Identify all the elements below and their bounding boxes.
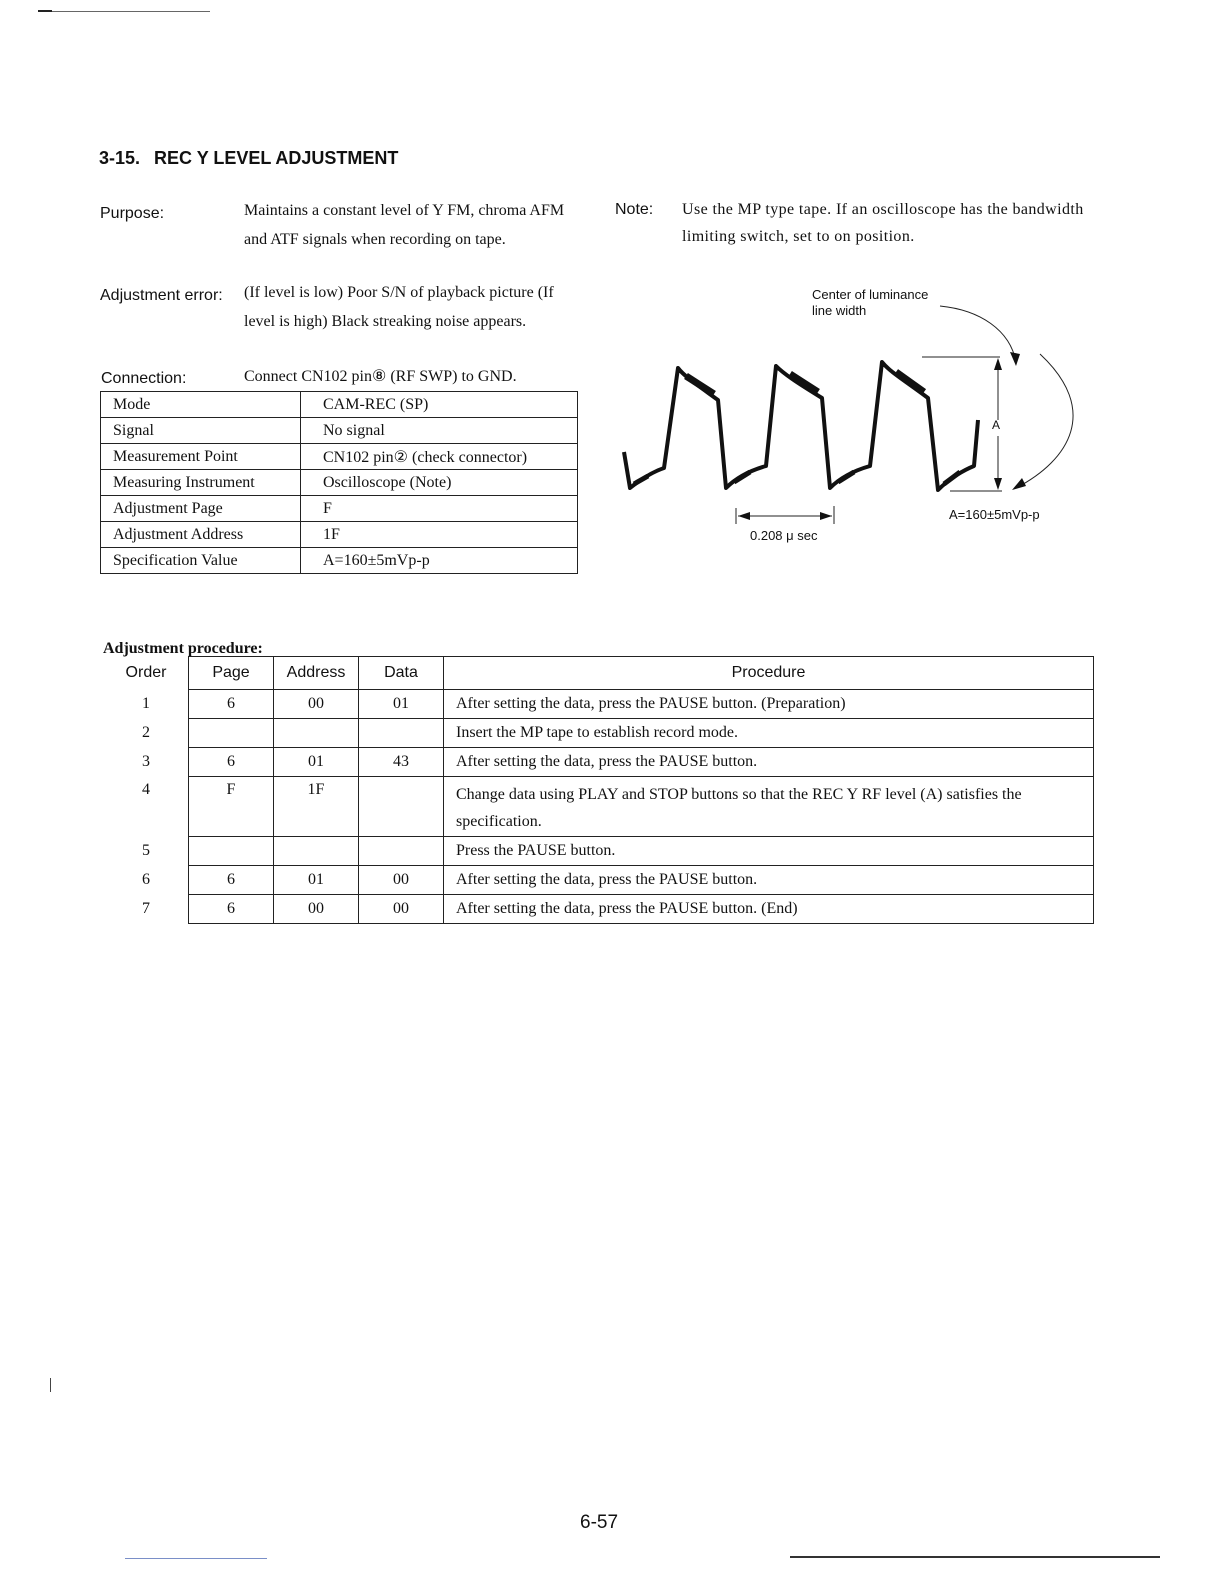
purpose-label: Purpose: [100, 205, 165, 222]
header-page: Page [189, 657, 274, 690]
data-cell: 00 [359, 895, 444, 924]
procedure-table [104, 656, 1094, 924]
address-cell [274, 719, 359, 748]
purpose-text: Maintains a constant level of Y FM, chroma AFM and ATF signals when recording on tape. [244, 202, 565, 248]
data-cell [359, 837, 444, 866]
data-cell: 43 [359, 748, 444, 777]
table-row [101, 418, 578, 444]
page-number: 6-57 [580, 1512, 619, 1533]
spec-key: Specification Value [101, 548, 301, 574]
order-cell: 2 [142, 724, 150, 741]
section-heading [99, 148, 398, 169]
header-procedure: Procedure [444, 657, 1094, 690]
amplitude-spec-label: A=160±5mVp-p [949, 507, 1040, 522]
address-cell: 01 [274, 866, 359, 895]
page-cell: F [189, 777, 274, 837]
table-row [104, 895, 1094, 924]
spec-value: CN102 pin② (check connector) [301, 444, 578, 470]
order-cell: 5 [142, 842, 150, 859]
waveform-trace [624, 362, 978, 490]
data-cell [359, 719, 444, 748]
spec-key: Mode [101, 392, 301, 418]
order-cell: 6 [142, 871, 150, 888]
page-cell: 6 [189, 748, 274, 777]
spec-key: Measurement Point [101, 444, 301, 470]
page-cell: 6 [189, 866, 274, 895]
page-cell [189, 719, 274, 748]
page-cell [189, 837, 274, 866]
spec-key: Measuring Instrument [101, 470, 301, 496]
table-row [104, 866, 1094, 895]
order-cell: 1 [142, 695, 150, 712]
procedure-cell: After setting the data, press the PAUSE button. (Preparation) [444, 690, 1094, 719]
spec-value: CAM-REC (SP) [301, 392, 578, 418]
page-cell: 6 [189, 690, 274, 719]
header-address: Address [274, 657, 359, 690]
procedure-cell: Press the PAUSE button. [444, 837, 1094, 866]
data-cell: 01 [359, 690, 444, 719]
order-cell: 7 [142, 900, 150, 917]
period-label: 0.208 μ sec [750, 528, 818, 543]
spec-value: 1F [301, 522, 578, 548]
adjustment-error-label: Adjustment error: [100, 287, 223, 304]
address-cell [274, 837, 359, 866]
spec-table [100, 391, 578, 574]
section-number: 3-15. [99, 148, 141, 168]
table-row [104, 837, 1094, 866]
spec-key: Adjustment Page [101, 496, 301, 522]
address-cell: 00 [274, 895, 359, 924]
top-rule [38, 11, 210, 12]
table-row [104, 690, 1094, 719]
table-row [101, 496, 578, 522]
page-cell: 6 [189, 895, 274, 924]
table-row [101, 392, 578, 418]
bottom-rule-right [790, 1556, 1160, 1558]
order-cell: 4 [142, 780, 150, 798]
header-data: Data [359, 657, 444, 690]
procedure-cell: Insert the MP tape to establish record mode. [444, 719, 1094, 748]
spec-value: No signal [301, 418, 578, 444]
table-row [104, 748, 1094, 777]
note-text: Use the MP type tape. If an oscilloscope has the bandwidth limiting switch, set to on position. [682, 201, 1084, 245]
address-cell: 1F [274, 777, 359, 837]
bottom-rule-left [125, 1558, 267, 1559]
procedure-title: Adjustment procedure: [103, 640, 263, 657]
table-row [101, 522, 578, 548]
center-luminance-label: Center of luminance line width [812, 287, 929, 318]
header-order: Order [104, 657, 189, 690]
table-row [104, 719, 1094, 748]
margin-mark [50, 1378, 51, 1392]
table-row [104, 777, 1094, 837]
note-label: Note: [615, 201, 654, 218]
connection-text: Connect CN102 pin⑧ (RF SWP) to GND. [244, 368, 517, 385]
order-cell: 3 [142, 753, 150, 770]
procedure-cell: After setting the data, press the PAUSE button. [444, 866, 1094, 895]
spec-key: Adjustment Address [101, 522, 301, 548]
amplitude-label: A [992, 418, 1001, 432]
adjustment-error-text: (If level is low) Poor S/N of playback picture (If level is high) Black streaking noise appears. [244, 284, 554, 330]
procedure-cell: After setting the data, press the PAUSE button. (End) [444, 895, 1094, 924]
connection-label: Connection: [101, 370, 187, 387]
table-header-row [104, 657, 1094, 690]
top-rule-dash [38, 10, 52, 12]
table-row [101, 548, 578, 574]
spec-value: F [301, 496, 578, 522]
spec-key: Signal [101, 418, 301, 444]
procedure-cell: Change data using PLAY and STOP buttons so that the REC Y RF level (A) satisfies the specification. [444, 777, 1094, 837]
spec-value: A=160±5mVp-p [301, 548, 578, 574]
data-cell: 00 [359, 866, 444, 895]
data-cell [359, 777, 444, 837]
table-row [101, 444, 578, 470]
section-title: REC Y LEVEL ADJUSTMENT [154, 148, 399, 168]
address-cell: 00 [274, 690, 359, 719]
spec-value: Oscilloscope (Note) [301, 470, 578, 496]
procedure-cell: After setting the data, press the PAUSE button. [444, 748, 1094, 777]
address-cell: 01 [274, 748, 359, 777]
table-row [101, 470, 578, 496]
